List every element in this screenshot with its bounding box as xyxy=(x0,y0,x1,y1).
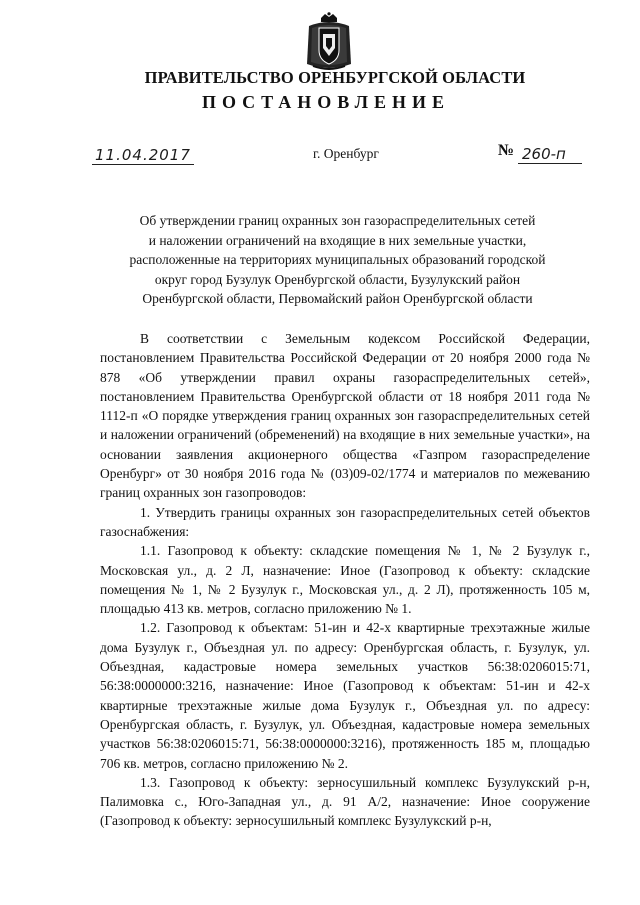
title-line: расположенные на территориях муниципальных образований городской xyxy=(129,252,546,267)
document-type: ПОСТАНОВЛЕНИЕ xyxy=(201,92,451,112)
title-line: Об утверждении границ охранных зон газораспределительных сетей xyxy=(139,213,536,228)
item-1-1: 1.1. Газопровод к объекту: складские помещения № 1, № 2 Бузулук г., Московская ул., д. 2 Л, назначение: Иное (Газопровод к объекту: складские помещения № 1, № 2 Бузулук г., Московская ул., д. 2 Л), протяженность 105 м, площадью 413 кв. метров, согласно приложению № 1. xyxy=(100,543,590,617)
document-number: 260-п xyxy=(522,145,566,163)
date-underline xyxy=(92,164,194,165)
coat-of-arms-icon xyxy=(303,12,355,72)
document-body xyxy=(100,329,590,831)
number-label: № xyxy=(498,142,515,159)
item-1-3: 1.3. Газопровод к объекту: зерносушильный комплекс Бузулукский р-н, Палимовка с., Юго-Западная ул., д. 91 А/2, назначение: Иное сооружение (Газопровод к объекту: зерносушильный комплекс Бузулукский р-н, xyxy=(100,774,590,829)
title-line: и наложении ограничений на входящие в них земельные участки, xyxy=(148,232,527,248)
title-line: округ город Бузулук Оренбургской области, Бузулукский район xyxy=(154,271,521,287)
government-name: ПРАВИТЕЛЬСТВО ОРЕНБУРГСКОЙ ОБЛАСТИ xyxy=(144,68,526,87)
document-title xyxy=(100,211,575,309)
item-1-2: 1.2. Газопровод к объектам: 51-ин и 42-х квартирные трехэтажные жилые дома Бузулук г., Объездная ул. по адресу: Оренбургская область, г. Бузулук, ул. Объездная, кадастровые номера земельных участков 56:38:0206015:71, 56:38:0000000:3216, назначение: Иное (Газопровод к объектам: 51-ин и 42-х квартирные трехэтажные жилые дома Бузулук г., Объездная ул. по адресу: Оренбургская область, г. Бузулук, ул. Объездная, кадастровые номера земельных участков 56:38:0206015:71, 56:38:0000000:3216), протяженность 185 м, площадью 706 кв. метров, согласно приложению № 2. xyxy=(100,620,590,771)
title-line: Оренбургской области, Первомайский район Оренбургской области xyxy=(142,291,533,306)
document-city: г. Оренбург xyxy=(313,146,379,161)
number-underline xyxy=(518,163,582,164)
preamble-paragraph: В соответствии с Земельным кодексом Российской Федерации, постановлением Правительства Российской Федерации от 20 ноября 2000 года № 878 «Об утверждении правил охраны газораспределительных сетей», постановлением Правительства Оренбургской области от 18 ноября 2011 года № 1112-п «О порядке утверждения границ охранных зон газораспределительных сетей и наложении ограничений (обременений) на входящие в них земельные участки», на основании заявления акционерного общества «Газпром газораспределение Оренбург» от 30 ноября 2016 года № (03)09-02/1774 и материалов по межеванию границ охранных зон газопроводов: xyxy=(100,331,590,501)
document-date: 11.04.2017 xyxy=(95,146,191,164)
item-1: 1. Утвердить границы охранных зон газораспределительных сетей объектов газоснабжения: xyxy=(100,504,590,539)
